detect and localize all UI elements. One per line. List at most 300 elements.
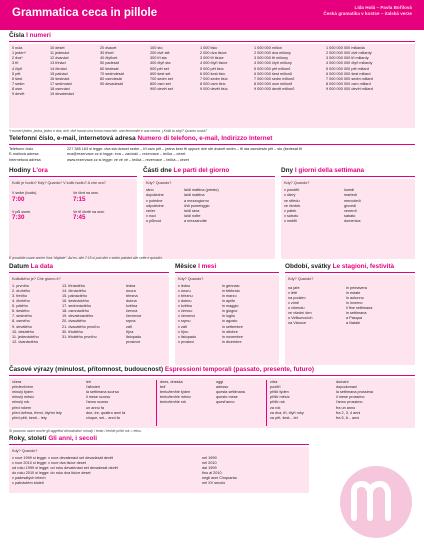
cell: září bbox=[126, 324, 133, 329]
page-title: Grammatica ceca in pillole bbox=[12, 7, 158, 19]
cell: 4 čtyři bbox=[12, 66, 23, 71]
cell: 18. osmnáctého bbox=[62, 309, 90, 314]
cell: ledna bbox=[126, 283, 136, 288]
months-question: Kdy? Quando? bbox=[178, 276, 204, 281]
time-section bbox=[9, 167, 137, 255]
time-expr-col-4 bbox=[216, 380, 266, 426]
cell: nel 2010 bbox=[202, 460, 217, 465]
cell: il mese scorso bbox=[86, 395, 111, 400]
cell: 12. dvanáctého bbox=[12, 339, 38, 344]
cell: in agosto bbox=[222, 319, 238, 324]
cell: v březnu bbox=[178, 293, 193, 298]
cell: 4 000 čtyři tisíce bbox=[200, 61, 228, 66]
cell: v říjnu bbox=[178, 329, 189, 334]
cell: in luglio bbox=[222, 314, 235, 319]
cell: 7 000 sedm tisíc bbox=[200, 76, 228, 81]
time-value: 7:30 bbox=[12, 214, 25, 222]
cell: 900 devět set bbox=[150, 87, 173, 91]
cell: 11. jedenáctého bbox=[12, 334, 39, 339]
day-parts-section bbox=[143, 167, 275, 255]
cell: 40 čtyřicet bbox=[100, 56, 118, 61]
cell: do roku 2010 si legge: do roku dva tisíce deset bbox=[12, 471, 91, 476]
cell: a mezzogiorno bbox=[184, 198, 209, 203]
numbers-col-6 bbox=[254, 46, 326, 126]
time-expr-col-2 bbox=[86, 380, 156, 426]
years-question: Kdy? Quando? bbox=[12, 449, 38, 454]
weekdays-heading-cz: Dny bbox=[281, 166, 294, 174]
cell: 8 000 osm tisíc bbox=[200, 81, 226, 86]
cell: in dicembre bbox=[222, 339, 242, 344]
cell: 227 385 163 si legge: dva sta dvacet sedm – tři osm pět – jedna šest tři oppure dvě stě dvacet sedm – tři sta osmdesát pět – sto (šedesát tři bbox=[67, 147, 303, 152]
dates-table bbox=[12, 284, 166, 346]
time-expr-heading bbox=[9, 366, 415, 376]
cell: příští týden bbox=[270, 390, 289, 395]
cell: května bbox=[126, 304, 138, 309]
cell: 800 osm set bbox=[150, 81, 171, 86]
cell: l'anno prossimo bbox=[336, 400, 363, 405]
cell: za dva, tři, čtyři roky bbox=[270, 410, 304, 415]
time-expr-col-1 bbox=[12, 380, 86, 426]
cell: 20 dvacet bbox=[100, 46, 117, 50]
cell: ráno bbox=[146, 188, 154, 193]
time-label: Ve čtvrt na osm. bbox=[73, 191, 99, 196]
cell: domani bbox=[336, 379, 349, 384]
weekdays-it bbox=[344, 188, 404, 224]
cell: 6 000 šest tisíc bbox=[200, 71, 226, 76]
cell: v pátek bbox=[284, 208, 297, 213]
cell: v červnu bbox=[178, 309, 193, 314]
years-heading-it: Gli anni, i secoli bbox=[48, 435, 97, 443]
cell: 16. šestnáctého bbox=[62, 298, 89, 303]
cell: 13. třináctého bbox=[62, 283, 86, 288]
cell: www.rezervace.cz si legge: vé vé vé – tečka – rezervace – tečka – cézet bbox=[67, 157, 189, 162]
cell: 14. čtrnáctého bbox=[62, 288, 87, 293]
cell: v patnáctém století bbox=[12, 481, 44, 486]
cell: in settimana bbox=[346, 311, 367, 316]
cell: června bbox=[126, 309, 138, 314]
cell: 7 sedm bbox=[12, 81, 25, 86]
cell: zítra bbox=[270, 379, 278, 384]
authors: Lída Holá – Pavla Bořilová bbox=[354, 5, 412, 10]
cell: v dubnu bbox=[178, 298, 192, 303]
cell: v padesátých letech bbox=[12, 476, 46, 481]
cell: la settimana prossima bbox=[336, 390, 373, 395]
cell: 5 000 000 000 pět miliard bbox=[326, 66, 369, 71]
numbers-table bbox=[9, 44, 415, 128]
seasons-heading-it: Le stagioni, festività bbox=[332, 262, 395, 270]
cell: in primavera bbox=[346, 285, 367, 290]
phone-heading-it: Numero di telefono, e-mail, Indirizzo Internet bbox=[137, 135, 273, 143]
cell: fra 5, 6... anni bbox=[336, 415, 360, 420]
cell: fra un anno bbox=[336, 405, 356, 410]
cell: 9 devět bbox=[12, 92, 25, 97]
phone-section bbox=[9, 135, 415, 162]
cell: minulý měsíc bbox=[12, 395, 35, 400]
cell: a Pasqua bbox=[346, 316, 363, 321]
cell: 13 třináct bbox=[50, 61, 66, 66]
seasons-cz bbox=[288, 286, 346, 327]
cell: in inverno bbox=[346, 300, 363, 305]
day-parts-table bbox=[146, 188, 272, 224]
cell: ve čtvrtek bbox=[284, 203, 301, 208]
months-heading-cz: Měsíce bbox=[175, 262, 197, 270]
cell: 12 dvanáct bbox=[50, 56, 69, 61]
cell: fino al 2010 bbox=[202, 471, 222, 476]
cell: 90 devadesát bbox=[100, 81, 123, 86]
cell: 500 pět set bbox=[150, 66, 169, 71]
dates-heading bbox=[9, 263, 169, 273]
cell: 2. druhého bbox=[12, 288, 31, 293]
cell: ieri bbox=[86, 379, 92, 384]
cell: 3 000 000 tři miliony bbox=[254, 56, 288, 61]
seasons-box bbox=[285, 275, 415, 365]
cell: v listopadu bbox=[178, 334, 197, 339]
cell: 60 šedesát bbox=[100, 66, 119, 71]
cell: 19. devatenáctého bbox=[62, 314, 94, 319]
cell: večer bbox=[146, 208, 156, 213]
subtitle: Česká gramatika v kostce – italská verze bbox=[323, 10, 412, 16]
cell: příští rok bbox=[270, 400, 285, 405]
cell: in aprile bbox=[222, 298, 236, 303]
dates-heading-cz: Datum bbox=[9, 262, 29, 270]
time-note: È possibile usare anche l'ora "digitale". Ad es. alle 7:15 si può dire v sedm patnáct alle sette e quindici. bbox=[9, 255, 163, 260]
cell: il fine settimana bbox=[346, 306, 373, 311]
cell: 8 000 000 000 osm miliard bbox=[326, 81, 371, 86]
cell: in estate bbox=[346, 290, 361, 295]
cell: ve všední den bbox=[288, 311, 312, 316]
time-heading bbox=[9, 167, 137, 177]
cell: venerdì bbox=[344, 208, 357, 213]
day-parts-cz bbox=[146, 188, 184, 224]
cell: v roce 1999 si legge: v roce devatenáct set devadesát devět bbox=[12, 455, 114, 460]
numbers-note: *I numeri jeden, jedna, jedno e dva, dvě, dvě hanno una forma maschile, una femminile e una neutra. | Kolik to stojí? Quanto costa? bbox=[9, 129, 207, 133]
time-label: V půl osmé. bbox=[12, 209, 31, 214]
time-heading-cz: Hodiny bbox=[9, 166, 31, 174]
time-expr-table bbox=[9, 378, 415, 428]
cell: července bbox=[126, 314, 142, 319]
cell: in marzo bbox=[222, 293, 237, 298]
cell: 30 třicet bbox=[100, 51, 114, 56]
cell: prosince bbox=[126, 339, 141, 344]
cell: 0 nula bbox=[12, 46, 23, 50]
time-item-1 bbox=[12, 191, 73, 203]
cell: 19 devatenáct bbox=[50, 92, 74, 97]
cell: 400 čtyři sta bbox=[150, 61, 171, 66]
cell: 1 000 tisíc bbox=[200, 46, 218, 50]
seasons-heading-cz: Období, svátky bbox=[285, 262, 331, 270]
cell: in novembre bbox=[222, 334, 243, 339]
cell: včera bbox=[12, 379, 22, 384]
cell: 2 000 dva tisíce bbox=[200, 51, 227, 56]
numbers-col-1 bbox=[12, 46, 50, 126]
dates-question: Kolikátého je? Che giorno è? bbox=[12, 276, 61, 281]
seasons-heading bbox=[285, 263, 415, 273]
cell: tento/tenhle měsíc bbox=[160, 395, 192, 400]
cell: in gennaio bbox=[222, 283, 240, 288]
cell: v poledne bbox=[146, 198, 163, 203]
cell: února bbox=[126, 288, 136, 293]
cell: v noci bbox=[146, 213, 156, 218]
cell: 16 šestnáct bbox=[50, 76, 70, 81]
cell: listopadu bbox=[126, 334, 142, 339]
cell: a Natale bbox=[346, 321, 361, 326]
cell: sabato bbox=[344, 213, 356, 218]
cell: dal 1999 bbox=[202, 466, 217, 471]
phone-heading bbox=[9, 135, 415, 145]
dates-heading-it: La data bbox=[30, 262, 54, 270]
cell: 50 padesát bbox=[100, 61, 119, 66]
cell: mercoledì bbox=[344, 198, 361, 203]
cell: minulý rok bbox=[12, 400, 30, 405]
cell: srpna bbox=[126, 319, 136, 324]
months-it bbox=[222, 284, 272, 346]
cell: za pět, šest... let bbox=[270, 415, 298, 420]
dates-section bbox=[9, 263, 169, 363]
day-parts-heading-it: Le parti del giorno bbox=[173, 166, 230, 174]
cell: 70 sedmdesát bbox=[100, 71, 124, 76]
numbers-section bbox=[9, 32, 415, 133]
cell: 2 dva* bbox=[12, 56, 23, 61]
cell: na Vánoce bbox=[288, 321, 307, 326]
cell: 200 dvě stě bbox=[150, 51, 170, 56]
time-item-4 bbox=[73, 210, 134, 222]
cell: 700 sedm set bbox=[150, 76, 173, 81]
dates-row bbox=[9, 263, 415, 363]
cell: un anno fa bbox=[86, 405, 104, 410]
cell: 6 000 000 000 šest miliard bbox=[326, 71, 371, 76]
weekdays-question: Kdy? Quando? bbox=[284, 180, 310, 185]
cell: o Velikonocích bbox=[288, 316, 313, 321]
cell: příští měsíc bbox=[270, 395, 290, 400]
publisher-logo-icon bbox=[336, 462, 416, 542]
cell: 11 jedenáct bbox=[50, 51, 70, 56]
cell: 20. dvacátého bbox=[62, 319, 86, 324]
cell: quest'anno bbox=[216, 400, 235, 405]
cell: od roku 1999 si legge: od roku devatenáct set devadesát devět bbox=[12, 466, 118, 471]
cell: před pěti, šesti... lety bbox=[12, 415, 47, 420]
cell: in ottobre bbox=[222, 329, 238, 334]
weekdays-section bbox=[281, 167, 415, 255]
phone-labels bbox=[9, 147, 67, 162]
cell: 30. třicátého bbox=[62, 329, 83, 334]
years-box bbox=[9, 447, 309, 493]
cell: l'altroieri bbox=[86, 385, 101, 389]
cell: v zimě bbox=[288, 300, 299, 305]
years-heading bbox=[9, 435, 309, 445]
cell: 3 000 000 000 tři miliardy bbox=[326, 56, 369, 61]
years-section bbox=[9, 435, 309, 493]
numbers-heading bbox=[9, 32, 415, 42]
cell: 5. pátého bbox=[12, 304, 28, 309]
cell: v červenci bbox=[178, 314, 196, 319]
cell: za rok bbox=[270, 405, 281, 410]
cell: negli anni Cinquanta bbox=[202, 476, 237, 481]
cell: minulý týden bbox=[12, 390, 34, 395]
cell: v srpnu bbox=[178, 319, 191, 324]
cell: v roce 2010 si legge: v roce dva tisíce deset bbox=[12, 460, 86, 465]
numbers-heading-it: I numeri bbox=[26, 32, 51, 39]
months-heading-it: I mesi bbox=[198, 262, 217, 270]
cell: in giugno bbox=[222, 309, 238, 314]
cell: ve středu bbox=[284, 198, 300, 203]
cell: před rokem bbox=[12, 405, 32, 410]
cell: tento/tenhle rok bbox=[160, 400, 187, 405]
cell: 1 000 000 milion bbox=[254, 46, 282, 50]
months-table bbox=[178, 284, 276, 346]
cell: 17 sedmnáct bbox=[50, 81, 72, 86]
cell: 9. devátého bbox=[12, 324, 32, 329]
time-row bbox=[9, 167, 415, 255]
cell: o půlnoci bbox=[146, 219, 162, 224]
cell: 7 000 000 sedm milionů bbox=[254, 76, 295, 81]
years-table bbox=[12, 456, 306, 487]
time-expr-col-6 bbox=[336, 380, 406, 426]
time-heading-it: L'ora bbox=[32, 166, 48, 174]
cell: martedì bbox=[344, 193, 357, 198]
time-expr-section bbox=[9, 366, 415, 433]
numbers-col-4 bbox=[150, 46, 200, 126]
cell: 31. třicátého prvního bbox=[62, 334, 97, 339]
dates-box bbox=[9, 275, 169, 365]
cell: 21. dvacátého prvního bbox=[62, 324, 100, 329]
cell: 18 osmnáct bbox=[50, 87, 70, 91]
cell: due, tre, quattro anni fa bbox=[86, 410, 126, 415]
time-expr-col-5 bbox=[266, 380, 336, 426]
cell: 5 pět bbox=[12, 71, 21, 76]
time-item-3 bbox=[12, 210, 73, 222]
cell: 300 tři sta bbox=[150, 56, 167, 61]
cell: odpoledne bbox=[146, 203, 164, 208]
cell: 3 000 tři tisíce bbox=[200, 56, 224, 61]
cell: 600 šest set bbox=[150, 71, 171, 76]
day-parts-box bbox=[143, 179, 275, 259]
phone-heading-cz: Telefonní číslo, e-mail, internetová adresa bbox=[9, 135, 136, 143]
cell: v úterý bbox=[284, 193, 296, 198]
cell: domenica bbox=[344, 219, 361, 224]
cell: la/di notte bbox=[184, 213, 201, 218]
cell: tento/tenhle týden bbox=[160, 390, 191, 395]
months-section bbox=[175, 263, 279, 363]
time-value: 7:15 bbox=[73, 195, 86, 203]
seasons-it bbox=[346, 286, 408, 327]
cell: in settembre bbox=[222, 324, 243, 329]
months-box bbox=[175, 275, 279, 365]
cell: 15. patnáctého bbox=[62, 293, 88, 298]
cell: 1 jeden* bbox=[12, 51, 26, 56]
cell: 6 000 000 šest milionů bbox=[254, 71, 292, 76]
cell: na podzim bbox=[288, 295, 306, 300]
cell: v lednu bbox=[178, 283, 191, 288]
cell: lunedì bbox=[344, 188, 355, 193]
cell: v květnu bbox=[178, 304, 193, 309]
cell: 6. šestého bbox=[12, 309, 30, 314]
cell: 5 000 000 pět milionů bbox=[254, 66, 291, 71]
cell: října bbox=[126, 329, 134, 334]
time-item-2 bbox=[73, 191, 134, 203]
cell: 80 osmdesát bbox=[100, 76, 122, 81]
seasons-question: Kdy? Quando? bbox=[288, 276, 314, 281]
cell: 2 000 000 dva miliony bbox=[254, 51, 291, 56]
cell: v únoru bbox=[178, 288, 191, 293]
cell: dubna bbox=[126, 298, 137, 303]
cell: dopodomani bbox=[336, 385, 357, 389]
cell: 1 000 000 000 miliarda bbox=[326, 46, 365, 50]
cell: il/di pomeriggio bbox=[184, 203, 210, 208]
dates-col-1 bbox=[12, 284, 62, 346]
cell: in febbraio bbox=[222, 288, 240, 293]
cell: pozítří bbox=[270, 385, 281, 389]
weekdays-heading bbox=[281, 167, 415, 177]
time-value: 7:45 bbox=[73, 214, 86, 222]
dates-col-2 bbox=[62, 284, 126, 346]
cell: a mezzanotte bbox=[184, 219, 207, 224]
months-cz bbox=[178, 284, 222, 346]
cell: v září bbox=[178, 324, 188, 329]
cell: v sobotu bbox=[284, 213, 299, 218]
cell: 10. desátého bbox=[12, 329, 34, 334]
cell: oggi bbox=[216, 379, 224, 384]
cell: cinque, sei... anni fa bbox=[86, 415, 120, 420]
day-parts-heading bbox=[143, 167, 275, 177]
cell: 9 000 devět tisíc bbox=[200, 87, 228, 91]
years-it bbox=[202, 456, 302, 487]
cell: la/di mattina (presto) bbox=[184, 188, 219, 193]
page-header bbox=[0, 0, 424, 30]
cell: 8 000 000 osm milionů bbox=[254, 81, 293, 86]
cell: Telefonní číslo bbox=[9, 147, 34, 152]
day-parts-it bbox=[184, 188, 270, 224]
cell: 10 deset bbox=[50, 46, 65, 50]
cell: nel 1999 bbox=[202, 455, 217, 460]
weekdays-box bbox=[281, 179, 415, 259]
cell: 9 000 000 devět milionů bbox=[254, 87, 295, 91]
cell: dopoledne bbox=[146, 193, 164, 198]
cell: 7 000 000 000 sedm miliard bbox=[326, 76, 373, 81]
time-expr-col-3 bbox=[156, 380, 216, 426]
dates-col-3 bbox=[126, 284, 162, 346]
cell: 1. prvního bbox=[12, 283, 29, 288]
cell: 8 osm bbox=[12, 87, 23, 91]
cell: 6 šest bbox=[12, 76, 23, 81]
weekdays-table bbox=[284, 188, 412, 224]
cell: in autunno bbox=[346, 295, 364, 300]
cell: o víkendu bbox=[288, 306, 305, 311]
cell: 14 čtrnáct bbox=[50, 66, 67, 71]
numbers-col-2 bbox=[50, 46, 100, 126]
weekdays-cz bbox=[284, 188, 344, 224]
cell: 4. čtvrtého bbox=[12, 298, 30, 303]
cell: il mese prossimo bbox=[336, 395, 365, 400]
cell: v prosinci bbox=[178, 339, 195, 344]
cell: 3. třetího bbox=[12, 293, 27, 298]
time-question: Kolik je hodin? Kdy? Quanto? V kolik hodin? A che ora? bbox=[12, 180, 106, 185]
cell: 4 000 000 čtyři miliony bbox=[254, 61, 292, 66]
cell: la/di sera bbox=[184, 208, 200, 213]
cell: nel XV secolo bbox=[202, 481, 226, 486]
time-label: Ve tři čtvrtě na osm. bbox=[73, 209, 105, 214]
cell: 2 000 000 000 dvě miliardy bbox=[326, 51, 372, 56]
cell: giovedì bbox=[344, 203, 357, 208]
months-heading bbox=[175, 263, 279, 273]
cell: 8. osmého bbox=[12, 319, 30, 324]
cell: 15 patnáct bbox=[50, 71, 68, 76]
day-parts-heading-cz: Části dne bbox=[143, 166, 172, 174]
cell: 3 tři bbox=[12, 61, 19, 66]
time-expr-heading-cz: Časové výrazy (minulost, přítomnost, budoucnost) bbox=[9, 365, 164, 373]
time-grid bbox=[12, 191, 134, 221]
cell: la/di mattina bbox=[184, 193, 205, 198]
cell: 9 000 000 000 devět miliard bbox=[326, 87, 373, 91]
